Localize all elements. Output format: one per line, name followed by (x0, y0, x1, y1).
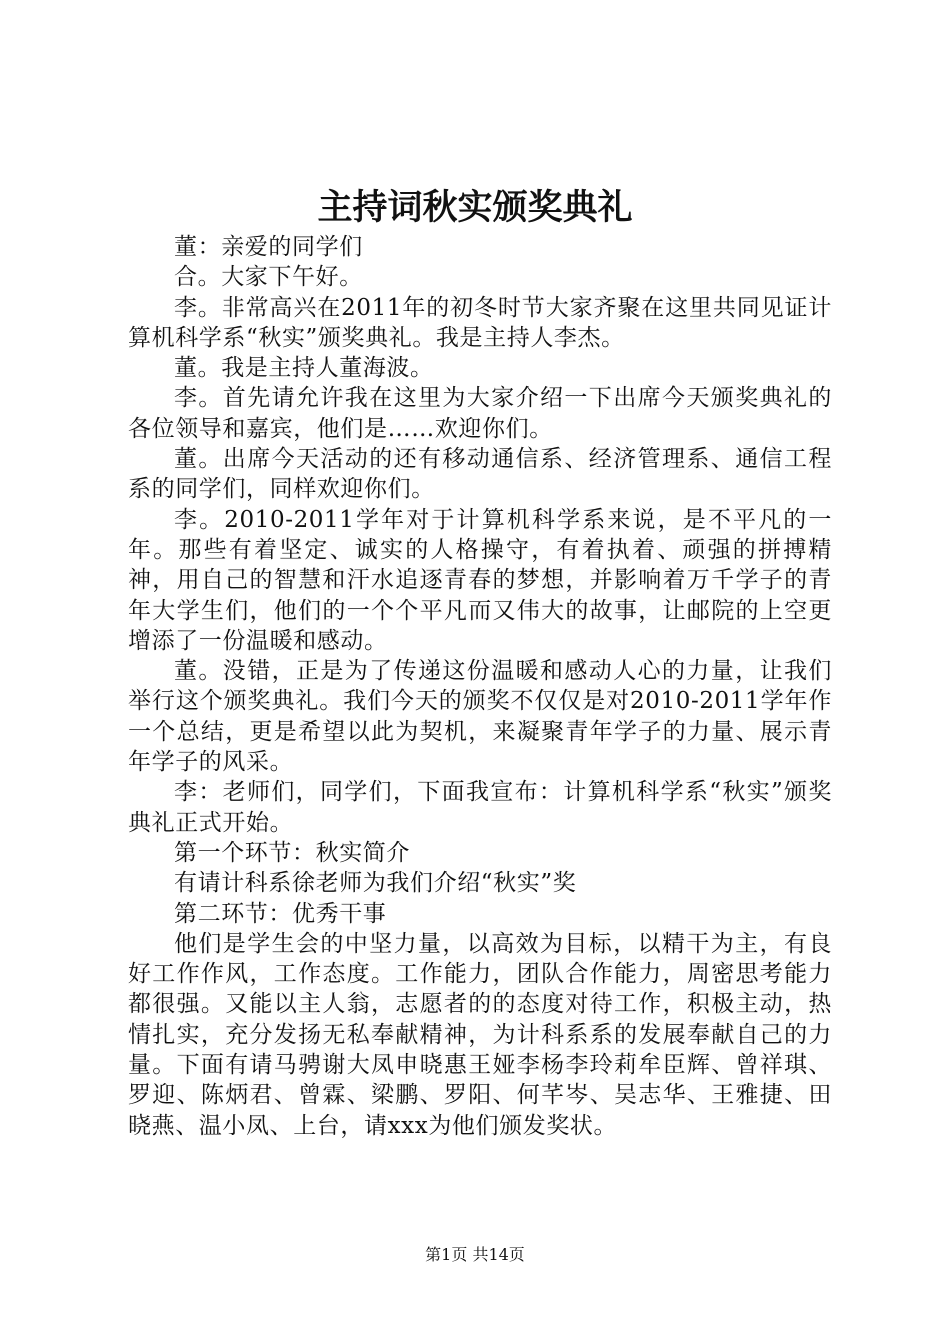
paragraph: 董：亲爱的同学们 (174, 234, 363, 260)
paragraph: 李。首先请允许我在这里为大家介绍一下出席今天颁奖典礼的各位领导和嘉宾，他们是……欢迎你们。 (128, 385, 832, 442)
paragraph: 李：老师们，同学们，下面我宣布：计算机科学系“秋实”颁奖典礼正式开始。 (128, 779, 832, 836)
paragraph: 董。出席今天活动的还有移动通信系、经济管理系、通信工程系的同学们，同样欢迎你们。 (128, 446, 832, 503)
paragraph: 董。没错，正是为了传递这份温暖和感动人心的力量，让我们举行这个颁奖典礼。我们今天的颁奖不仅仅是对2010-2011学年作一个总结，更是希望以此为契机，来凝聚青年学子的力量、展示青年学子的风采。 (128, 658, 832, 776)
section-heading: 第二环节：优秀干事 (174, 900, 387, 927)
page-footer: 第1页 共14页 (425, 1245, 525, 1264)
paragraph: 合。大家下午好。 (174, 264, 363, 291)
paragraph: 李。2010-2011学年对于计算机科学系来说，是不平凡的一年。那些有着坚定、诚实的人格操守，有着执着、顽强的拼搏精神，用自己的智慧和汗水追逐青春的梦想，并影响着万千学子的青年大学生们，他们的一个个平凡而又伟大的故事，让邮院的上空更增添了一份温暖和感动。 (128, 506, 832, 654)
page-title: 主持词秋实颁奖典礼 (317, 187, 633, 228)
section-heading: 第一个环节：秋实简介 (174, 839, 410, 866)
paragraph: 他们是学生会的中坚力量，以高效为目标，以精干为主，有良好工作作风，工作态度。工作能力，团队合作能力，周密思考能力都很强。又能以主人翁，志愿者的的态度对待工作，积极主动，热情扎实，充分发扬无私奉献精神，为计科系系的发展奉献自己的力量。下面有请马骋谢大凤申晓惠王娅李杨李玲莉牟臣辉、曾祥琪、罗迎、陈炳君、曾霖、梁鹏、罗阳、何芊岑、吴志华、王雅捷、田晓燕、温小凤、上台，请xxx为他们颁发奖状。 (128, 930, 832, 1139)
paragraph: 董。我是主持人董海波。 (174, 355, 434, 382)
paragraph: 李。非常高兴在2011年的初冬时节大家齐聚在这里共同见证计算机科学系“秋实”颁奖典礼。我是主持人李杰。 (128, 294, 832, 351)
paragraph: 有请计科系徐老师为我们介绍“秋实”奖 (174, 870, 577, 897)
document-body (128, 232, 832, 1141)
